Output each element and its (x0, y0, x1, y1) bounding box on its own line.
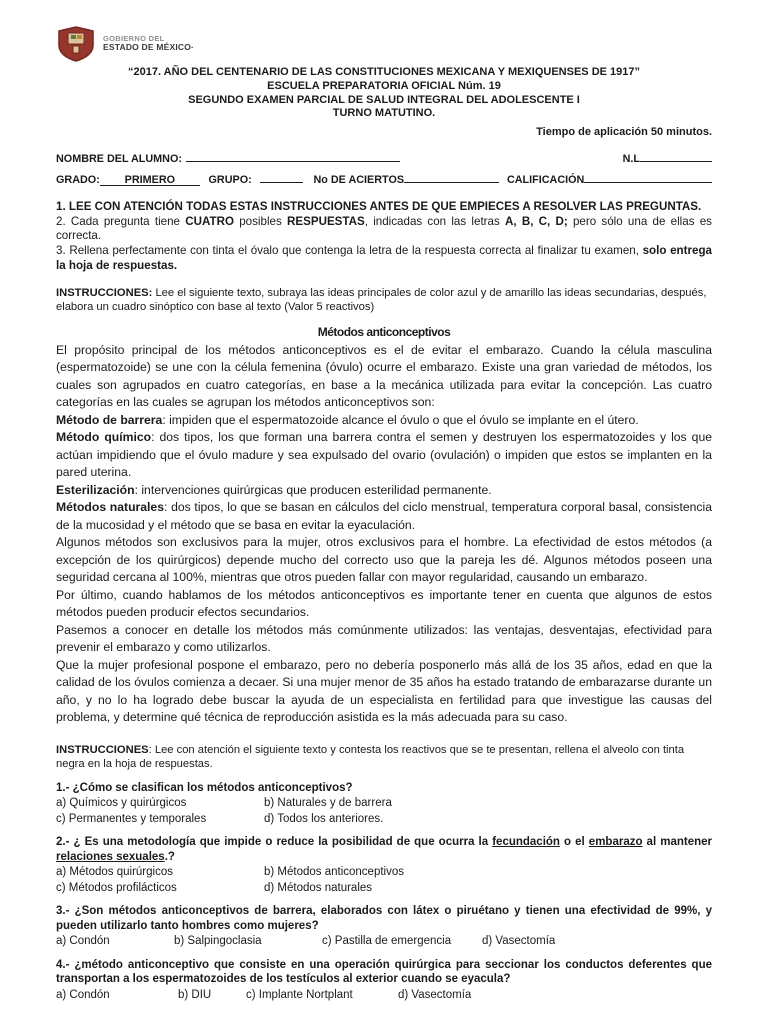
instruction-item-2 (56, 215, 712, 243)
paragraph-text: Método químico (56, 430, 152, 445)
group-label: GRUPO: (208, 174, 252, 186)
reading-paragraph (56, 622, 712, 657)
general-instructions (56, 200, 712, 273)
estado-de-mexico-shield-icon (56, 26, 96, 62)
header-shift: TURNO MATUTINO. (332, 107, 436, 120)
question-text-segment: o el (559, 836, 589, 849)
question-1-text (56, 781, 712, 796)
calification-blank-field (584, 171, 712, 183)
government-logo-text (103, 35, 194, 53)
instruction-item-3 (56, 244, 712, 272)
question-3-text (56, 904, 712, 933)
reading-paragraph (56, 429, 712, 482)
answer-option: a) Químicos y quirúrgicos (56, 797, 187, 810)
list-number-label: N.L (622, 153, 640, 165)
score-label: No DE ACIERTOS (313, 174, 405, 186)
question-text-segment: relaciones sexuales (56, 850, 165, 863)
answer-option: c) Pastilla de emergencia (322, 935, 452, 948)
paragraph-text: Que la mujer profesional pospone el embarazo, pero no debería posponerlo más allá de los 35 años, edad en que la calidad de los óvulos comienza a decaer. Si una mujer menor de 35 años ha estado tratando de embarazarse durante un año, y no lo ha logrado debe buscar la ayuda de un especialista en fertilidad para que investigue las causas del problema, y determine qué técnica de reproducción asistida es la más adecuada para su caso. (56, 657, 712, 725)
answer-option: c) Permanentes y temporales (56, 812, 207, 825)
question-text-segment: al mantener (642, 836, 712, 849)
answer-option: b) Métodos anticonceptivos (264, 866, 404, 879)
answer-option: d) Vasectomía (482, 935, 556, 948)
reading-instructions-text: Lee el siguiente texto, subraya las ideas principales de color azul y de amarillo las ideas secundarias, después, elabora un cuadro sinóptico con base al texto (Valor 5 reactivos) (56, 286, 707, 314)
header-exam-title: SEGUNDO EXAMEN PARCIAL DE SALUD INTEGRAL DEL ADOLESCENTE I (188, 93, 580, 106)
paragraph-text: Método de barrera (56, 412, 163, 427)
instruction-3-text: 3. Rellena perfectamente con tinta el óvalo que contenga la letra de la respuesta correcta al finalizar tu examen, (56, 244, 643, 258)
answer-option: a) Condón (56, 935, 110, 948)
question-text-segment: 2.- ¿ Es una metodología que impide o reduce la posibilidad de que ocurra la (56, 836, 493, 849)
application-time: Tiempo de aplicación 50 minutos. (536, 126, 712, 138)
name-blank-field (186, 150, 400, 162)
reading-paragraph (56, 412, 712, 430)
reading-paragraph (56, 499, 712, 534)
instruction-2-text: pero sólo una de ellas es correcta. (56, 215, 712, 243)
question-text-segment: .? (164, 850, 175, 863)
instruction-item-1: 1. LEE CON ATENCIÓN TODAS ESTAS INSTRUCCIONES ANTES DE QUE EMPIECES A RESOLVER LAS PREGUNTAS. (56, 200, 702, 213)
question-2-text (56, 835, 712, 864)
question-text-segment: 4.- ¿método anticonceptivo que consiste en una operación quirúrgica para seccionar los conductos deferentes que transportan a los espermatozoides de los testículos al exterior cuando se eyacula? (56, 958, 712, 986)
grade-value-field: PRIMERO (100, 174, 200, 186)
reading-instructions-label: INSTRUCCIONES: (56, 286, 153, 299)
answer-option: d) Métodos naturales (264, 881, 373, 894)
answer-option: b) Salpingoclasia (174, 935, 262, 948)
answer-option: d) Vasectomía (398, 988, 472, 1001)
instruction-3-bold: solo entrega la hoja de respuestas. (56, 244, 712, 272)
question-3 (56, 904, 712, 949)
government-logo (56, 26, 712, 62)
header-school: ESCUELA PREPARATORIA OFICIAL Núm. 19 (267, 79, 501, 92)
question-1-option-row (56, 812, 712, 827)
student-info-section (56, 150, 712, 186)
question-4-option-row (56, 988, 712, 1003)
reading-paragraph (56, 342, 712, 412)
question-text-segment: 3.- ¿Son métodos anticonceptivos de barrera, elaborados con látex o piruétano y tienen una efectividad de 99%, y pueden utilizarlo tanto hombres como mujeres? (56, 905, 712, 932)
grade-label: GRADO: (56, 174, 100, 186)
answer-option: d) Todos los anteriores. (264, 812, 384, 825)
question-2 (56, 835, 712, 895)
exam-header (56, 66, 712, 121)
header-motto: “2017. AÑO DEL CENTENARIO DE LAS CONSTITUCIONES MEXICANA Y MEXIQUENSES DE 1917” (127, 66, 640, 78)
question-2-option-row (56, 865, 712, 880)
answer-option: b) DIU (178, 988, 212, 1001)
paragraph-text: Por último, cuando hablamos de los métodos anticonceptivos es importante tener en cuenta que algunos de estos métodos pueden producir efectos secundarios. (56, 587, 712, 620)
question-4 (56, 958, 712, 1003)
question-text-segment: 1.- ¿Cómo se clasifican los métodos anticonceptivos? (56, 781, 353, 794)
answer-instructions-label: INSTRUCCIONES (56, 743, 149, 756)
paragraph-text: Pasemos a conocer en detalle los métodos más comúnmente utilizados: las ventajas, desventajas, efectividad para prevenir el embarazo y como utilizarlos. (56, 622, 712, 655)
calification-label: CALIFICACIÓN (506, 174, 585, 186)
answer-instructions-text: : Lee con atención el siguiente texto y contesta los reactivos que se te presentan, rellena el alveolo con tinta negra en la hoja de respuestas. (56, 743, 685, 771)
reading-paragraph (56, 657, 712, 727)
answer-option: a) Métodos quirúrgicos (56, 866, 173, 879)
instruction-2-text: , indicadas con las letras (364, 215, 506, 229)
score-blank-field (404, 171, 499, 183)
question-1 (56, 781, 712, 827)
name-label: NOMBRE DEL ALUMNO: (56, 153, 182, 165)
student-grade-row (56, 171, 712, 186)
reading-title: Métodos anticonceptivos (317, 324, 451, 339)
reading-instructions (56, 286, 712, 315)
instruction-2-bold: CUATRO (185, 215, 234, 229)
paragraph-text: : dos tipos, los que forman una barrera contra el semen y destruyen los espermatozoides y los que actúan impidiendo que el óvulo madure y sea expulsado del ovario (ovulación) o impiden que estos se implanten en la pared uterina. (56, 430, 713, 480)
question-1-option-row (56, 796, 712, 811)
list-number-blank-field (640, 150, 712, 162)
reading-paragraph (56, 587, 712, 622)
answer-option: b) Naturales y de barrera (264, 797, 392, 810)
instruction-2-text: posibles (233, 215, 287, 229)
reading-paragraphs (56, 342, 712, 727)
paragraph-text: Métodos naturales (56, 500, 164, 515)
answer-option: a) Condón (56, 988, 110, 1001)
instruction-2-text: 2. Cada pregunta tiene (56, 215, 186, 229)
paragraph-text: : intervenciones quirúrgicas que producen esterilidad permanente. (134, 482, 492, 497)
question-4-text (56, 958, 712, 987)
question-text-segment: fecundación (492, 836, 560, 849)
question-2-option-row (56, 881, 712, 896)
answer-instructions (56, 743, 712, 772)
logo-line-2: ESTADO DE MÉXICO· (103, 42, 195, 53)
answer-option: c) Implante Nortplant (246, 988, 353, 1001)
group-blank-field (260, 171, 303, 183)
question-text-segment: embarazo (588, 836, 643, 849)
paragraph-text: El propósito principal de los métodos anticonceptivos es el de evitar el embarazo. Cuando la célula masculina (espermatozoide) se une con la célula femenina (óvulo) ocurre el embarazo. Existe una gran variedad de métodos, los cuales son agrupados en cuatro categorías, en base a la mecánica utilizada para evitar la concepción. Las cuatro categorías en las cuales se agrupan los métodos anticonceptivos son: (56, 342, 712, 410)
reading-paragraph (56, 482, 712, 500)
paragraph-text: Algunos métodos son exclusivos para la mujer, otros exclusivos para el hombre. La efectividad de estos métodos (a excepción de los quirúrgicos) depende mucho del correcto uso que la pareja les dé. Algunos métodos poseen una seguridad cercana al 100%, mientras que otros pueden fallar con mayor regularidad, causando un embarazo. (56, 535, 712, 585)
instruction-2-bold: RESPUESTAS (287, 215, 365, 229)
student-name-row (56, 150, 712, 165)
questions-section (56, 781, 712, 1003)
paragraph-text: Esterilización (56, 482, 135, 497)
paragraph-text: : dos tipos, lo que se basan en cálculos del ciclo menstrual, temperatura corporal basal, consistencia de la mucosidad y el método que se basa en evitar la eyaculación. (56, 500, 712, 532)
paragraph-text: : impiden que el espermatozoide alcance el óvulo o que el óvulo se implante en el útero. (162, 412, 639, 427)
question-3-option-row (56, 934, 712, 949)
logo-line-1: GOBIERNO DEL (103, 34, 165, 44)
answer-option: c) Métodos profilácticos (56, 881, 177, 894)
reading-paragraph (56, 534, 712, 587)
instruction-2-bold: A, B, C, D; (505, 215, 568, 229)
